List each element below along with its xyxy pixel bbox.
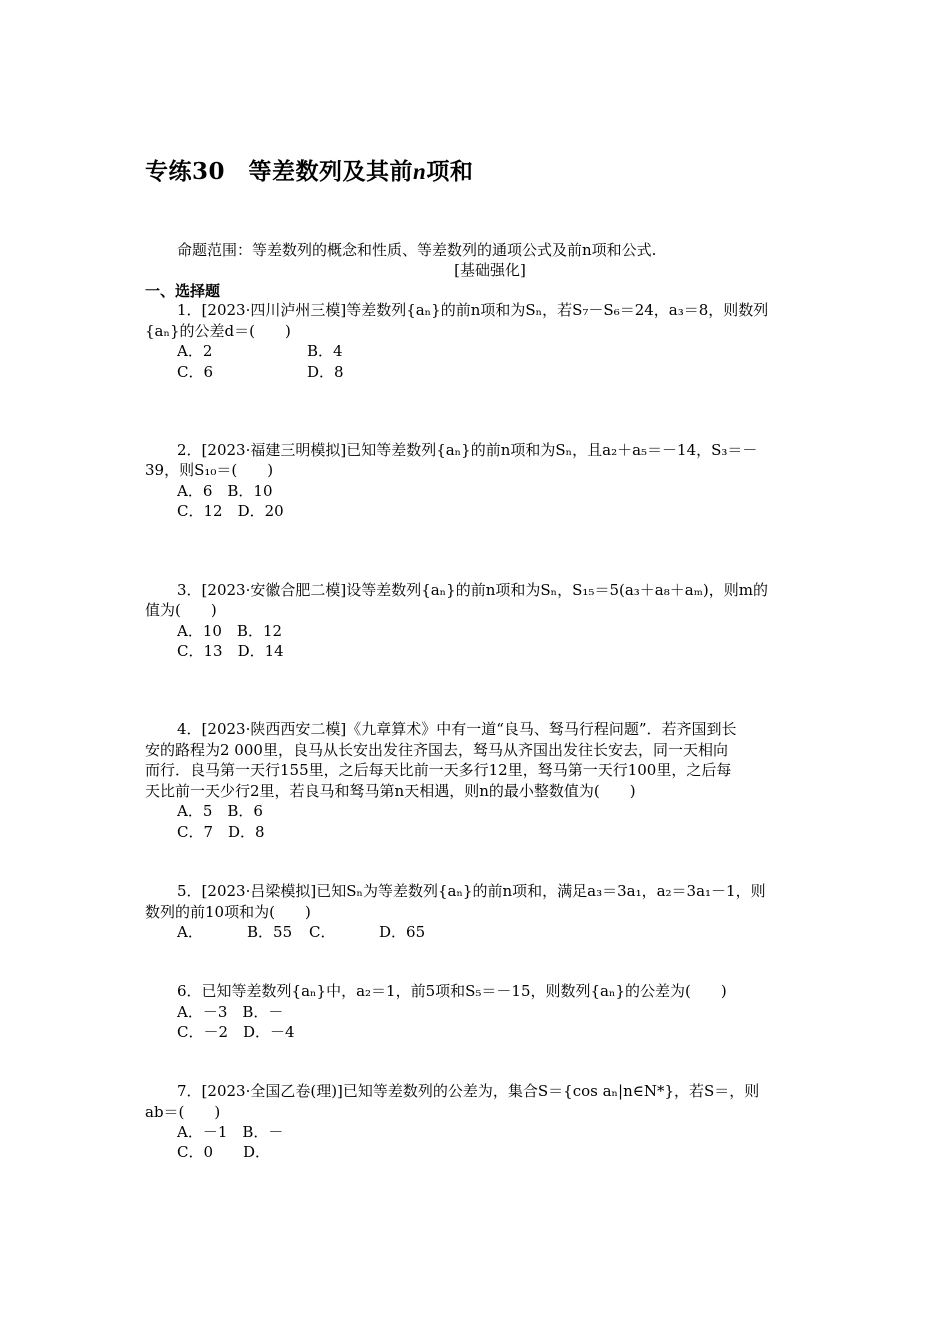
q5-option-a[interactable]: A．	[177, 923, 203, 941]
q4-options-row1[interactable]: A．5 B．6	[177, 802, 263, 820]
q5-option-b[interactable]: B．55	[247, 923, 293, 941]
q1-option-c[interactable]: C．6	[177, 363, 214, 381]
q5-line2: 数列的前10项和为( )	[145, 903, 311, 921]
q7-line1: 7．[2023·全国乙卷(理)]已知等差数列的公差为，集合S＝{cos aₙ|n∈N*}，若S＝，则	[177, 1082, 760, 1100]
q6-options-row2[interactable]: C．－2 D．－4	[177, 1023, 295, 1041]
q3-line2: 值为( )	[145, 601, 217, 619]
q5-option-d[interactable]: D．65	[379, 923, 426, 941]
q3-options-row1[interactable]: A．10 B．12	[177, 622, 283, 640]
q5-options-row	[177, 922, 425, 942]
q4-line3: 而行．良马第一天行155里，之后每天比前一天多行12里，驽马第一天行100里，之后每	[145, 761, 732, 779]
q2-options-row1[interactable]: A．6 B．10	[177, 482, 273, 500]
q6-line1: 6．已知等差数列{aₙ}中，a₂＝1，前5项和S₅＝－15，则数列{aₙ}的公差为( )	[177, 982, 727, 1000]
q4-line1: 4．[2023·陕西西安二模]《九章算术》中有一道“良马、驽马行程问题”．若齐国到长	[177, 720, 737, 738]
q1-option-d[interactable]: D．8	[307, 363, 344, 381]
q1-line1: 1．[2023·四川泸州三模]等差数列{aₙ}的前n项和为Sₙ，若S₇－S₆＝24，a₃＝8，则数列	[177, 301, 769, 319]
q7-line2: ab＝( )	[145, 1103, 221, 1121]
q1-option-a[interactable]: A．2	[177, 342, 213, 360]
section-heading: 一、选择题	[145, 282, 221, 300]
q6-options-row1[interactable]: A．－3 B．－	[177, 1003, 284, 1021]
q4-line4: 天比前一天少行2里，若良马和驽马第n天相遇，则n的最小整数值为( )	[145, 782, 636, 800]
section-tag: [基础强化]	[454, 261, 526, 279]
q4-line2: 安的路程为2 000里，良马从长安出发往齐国去，驽马从齐国出发往长安去，同一天相向	[145, 741, 728, 759]
q3-line1: 3．[2023·安徽合肥二模]设等差数列{aₙ}的前n项和为Sₙ，S₁₅＝5(a₃＋a₈＋aₘ)，则m的	[177, 581, 768, 599]
page-title: 专练30 等差数列及其前n项和	[145, 158, 474, 185]
q5-option-c[interactable]: C．	[309, 923, 336, 941]
q5-line1: 5．[2023·吕梁模拟]已知Sₙ为等差数列{aₙ}的前n项和，满足a₃＝3a₁，a₂＝3a₁－1，则	[177, 882, 766, 900]
q2-options-row2[interactable]: C．12 D．20	[177, 502, 284, 520]
q2-line1: 2．[2023·福建三明模拟]已知等差数列{aₙ}的前n项和为Sₙ，且a₂＋a₅＝－14，S₃＝－	[177, 441, 758, 459]
q1-option-b[interactable]: B．4	[307, 342, 343, 360]
q1-options-row2	[177, 362, 344, 382]
q1-line2: {aₙ}的公差d＝( )	[145, 322, 291, 340]
scope-text: 命题范围：等差数列的概念和性质、等差数列的通项公式及前n项和公式.	[177, 241, 657, 259]
q3-options-row2[interactable]: C．13 D．14	[177, 642, 284, 660]
q7-options-row1[interactable]: A．－1 B．－	[177, 1123, 284, 1141]
q7-options-row2[interactable]: C．0 D．	[177, 1143, 271, 1161]
q1-options-row1	[177, 341, 343, 361]
q4-options-row2[interactable]: C．7 D．8	[177, 823, 265, 841]
q2-line2: 39，则S₁₀＝( )	[145, 461, 274, 479]
